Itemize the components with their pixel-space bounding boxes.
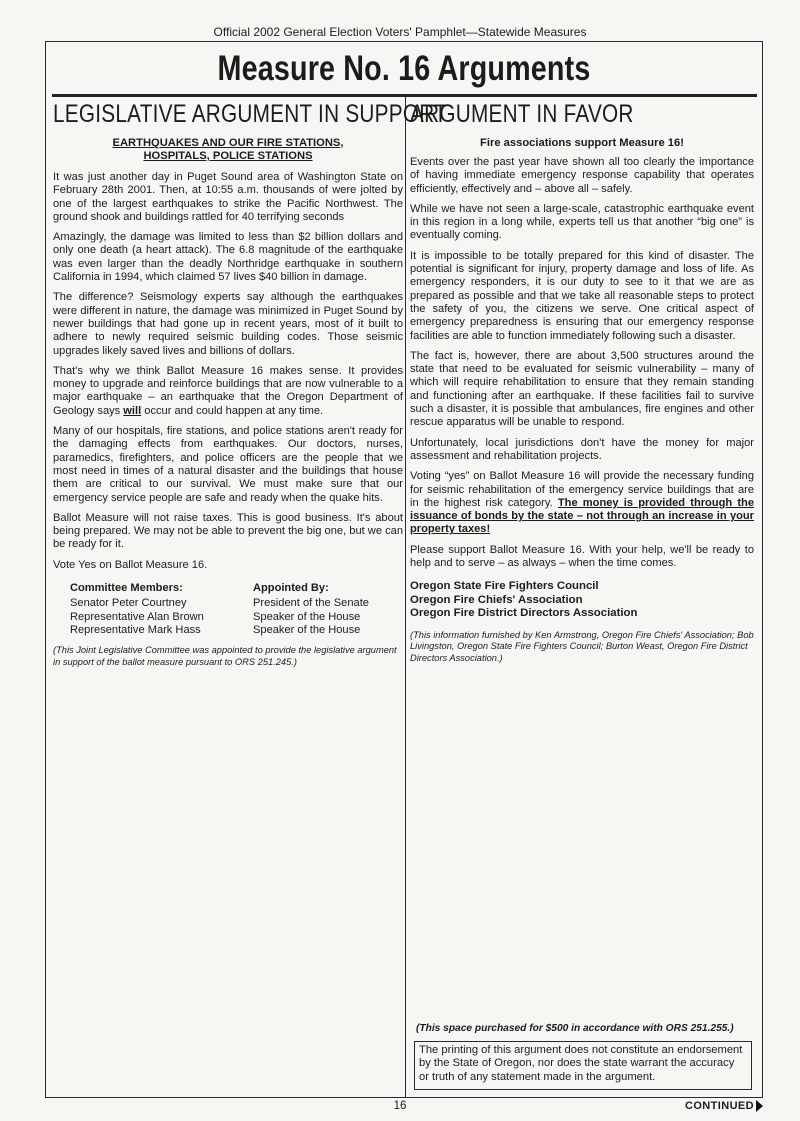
organization-name: Oregon Fire Chiefs' Association	[410, 593, 583, 606]
committee-member-name: Representative Alan Brown	[70, 610, 204, 623]
appointed-by-header: Appointed By:	[253, 582, 329, 595]
paragraph: Amazingly, the damage was limited to less than $2 billion dollars and only one death (a heart attack). The 6.8 magnitude of the earthquake was even larger than the deadly Northridge earthquake in southern California in 1994, which claimed 57 lives $40 billion in damage.	[53, 231, 403, 284]
paragraph	[53, 365, 403, 418]
page-title: Measure No. 16 Arguments	[217, 49, 591, 88]
paragraph: Ballot Measure will not raise taxes. This is good business. It's about being prepared. We may not be able to prevent the big one, but we can be ready for it.	[53, 511, 403, 551]
earthquake-subhead-line1: EARTHQUAKES AND OUR FIRE STATIONS,	[112, 137, 344, 149]
paragraph: Please support Ballot Measure 16. With your help, we'll be ready to help and to serve – as always – when the time comes.	[410, 543, 754, 570]
paragraph: Events over the past year have shown all too clearly the importance of having immediate emergency response capability that operates efficiently, effectively and – above all – safely.	[410, 156, 754, 195]
continued-label	[685, 1100, 763, 1112]
continue-arrow-icon	[756, 1100, 763, 1112]
organization-name: Oregon Fire District Directors Association	[410, 607, 638, 620]
page-number: 16	[393, 1100, 407, 1112]
paragraph-text: That's why we think Ballot Measure 16 makes sense. It provides money to upgrade and reinforce buildings that are now vulnerable to a major earthquake – an earthquake that the Oregon Department of Geology says	[53, 364, 403, 417]
organization-list	[410, 580, 754, 620]
committee-member-name: Senator Peter Courtney	[70, 597, 187, 610]
pamphlet-header: Official 2002 General Election Voters' Pamphlet—Statewide Measures	[213, 25, 587, 39]
organization-name: Oregon State Fire Fighters Council	[410, 580, 599, 593]
committee-member-appointer: Speaker of the House	[253, 610, 361, 623]
committee-members-header: Committee Members:	[70, 582, 183, 595]
purchase-notice: (This space purchased for $500 in accordance with ORS 251.255.)	[416, 1023, 734, 1034]
paragraph: The fact is, however, there are about 3,500 structures around the state that need to be evaluated for seismic vulnerability – many of which will require rehabilitation to ensure that they remain standing and functioning after an earthquake. If these facilities fail to survive such a disaster, it is possible that ambulances, fire engines and other rescue apparatus will be unable to respond.	[410, 349, 754, 429]
earthquake-subhead-line2: HOSPITALS, POLICE STATIONS	[143, 150, 313, 162]
paragraph: While we have not seen a large-scale, catastrophic earthquake event in this region in a long while, experts tell us that another “big one” is eventually coming.	[410, 202, 754, 242]
legislative-argument-column	[53, 99, 448, 668]
committee-member-name: Representative Mark Hass	[70, 623, 201, 636]
argument-in-favor-heading: ARGUMENT IN FAVOR	[410, 100, 634, 128]
paragraph: Unfortunately, local jurisdictions don't have the money for major assessment and rehabilitation projects.	[410, 436, 754, 462]
legislative-argument-heading: LEGISLATIVE ARGUMENT IN SUPPORT	[53, 100, 448, 128]
argument-in-favor-column	[410, 99, 754, 664]
committee-member-appointer: Speaker of the House	[253, 623, 361, 636]
fire-associations-subhead: Fire associations support Measure 16!	[480, 137, 684, 149]
paragraph: It was just another day in Puget Sound area of Washington State on February 28th 2001. Then, at 10:55 a.m. thousands of were jolted by one of the largest earthquakes to strike the Pacific Northwest. The ground shook and buildings rattled for 40 terrifying seconds	[53, 171, 403, 223]
paragraph: It is impossible to be totally prepared for this kind of disaster. The potential is significant for injury, property damage and loss of life. As emergency responders, it is our duty to see to it that we are as prepared as possible and that we take all reasonable steps to protect the safety of you, the citizens we serve. One critical aspect of emergency preparedness is ensuring that our emergency response facilities are able to function immediately following such a disaster.	[410, 249, 754, 342]
emphasis-will: will	[123, 404, 142, 417]
paragraph-text: occur and could happen at any time.	[141, 404, 324, 417]
information-note: (This information furnished by Ken Armstrong, Oregon Fire Chiefs' Association; Bob Livingston, Oregon State Fire Fighters Council; Burton Weast, Oregon Fire District Directors Association.)	[410, 629, 754, 663]
committee-member-appointer: President of the Senate	[253, 597, 369, 610]
emphasis-bonds: The money is provided through the issuance of bonds by the state – not through an increase in your property taxes!	[410, 496, 754, 536]
paragraph: The difference? Seismology experts say although the earthquakes were different in nature, the damage was minimized in Puget Sound by newer buildings that had gone up in recent years, most of it built to adhere to newly required seismic building codes. Those seismic upgrades likely saved lives and billions of dollars.	[53, 291, 403, 357]
paragraph-text: Voting “yes” on Ballot Measure 16 will provide the necessary funding for seismic rehabilitation of the emergency service buildings that are in the highest risk category.	[410, 470, 754, 509]
continued-text: CONTINUED	[685, 1100, 754, 1112]
disclaimer-box: The printing of this argument does not constitute an endorsement by the State of Oregon, nor does the state warrant the accuracy or truth of any statement made in the argument.	[414, 1041, 752, 1090]
committee-table	[70, 582, 403, 637]
paragraph	[410, 470, 754, 536]
paragraph: Vote Yes on Ballot Measure 16.	[53, 558, 208, 571]
committee-note: (This Joint Legislative Committee was appointed to provide the legislative argument in support of the ballot measure pursuant to ORS 251.245.)	[53, 645, 397, 667]
paragraph: Many of our hospitals, fire stations, and police stations aren't ready for the damaging effects from earthquakes. Our doctors, nurses, paramedics, firefighters, and police officers are the people that we most need in times of a natural disaster and the buildings that house them are critical to our survival. We must make sure that our emergency service people are safe and ready when the quake hits.	[53, 425, 403, 504]
